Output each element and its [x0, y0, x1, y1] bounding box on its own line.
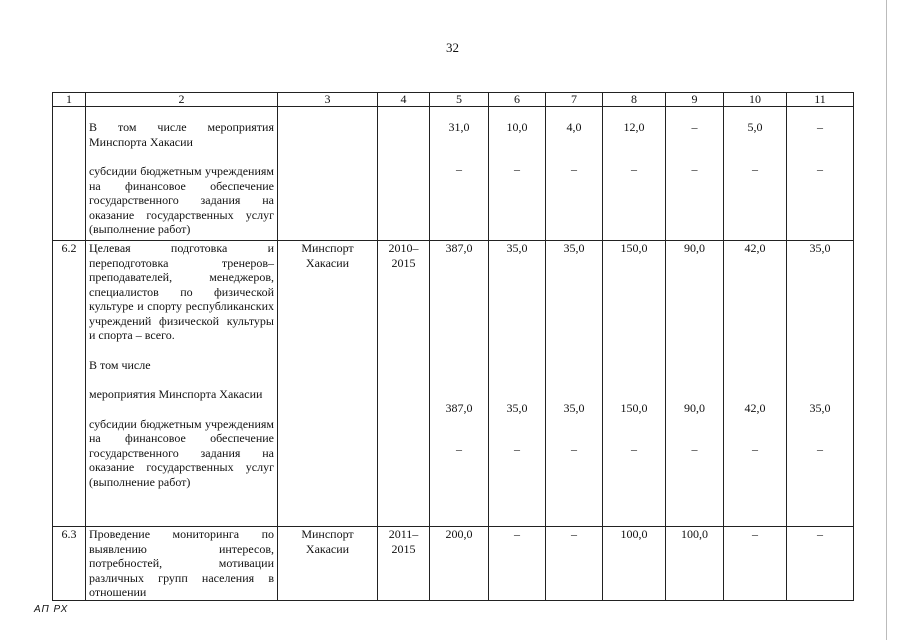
value-cell: 35,0 35,0 –	[787, 241, 854, 527]
value-cell: 42,0 42,0 –	[724, 241, 787, 527]
col-header: 2	[86, 93, 278, 107]
row-number-cell	[53, 107, 86, 241]
footer-stamp: АП РХ	[34, 604, 69, 615]
table-row	[53, 241, 854, 527]
row-number-cell: 6.3	[53, 527, 86, 601]
period-cell: 2011–2015	[378, 527, 430, 601]
col-header: 4	[378, 93, 430, 107]
description-cell	[86, 107, 278, 241]
col-header: 1	[53, 93, 86, 107]
executor-cell	[278, 107, 378, 241]
col-header: 9	[666, 93, 724, 107]
column-number-row	[53, 93, 854, 107]
value-cell: 200,0	[430, 527, 489, 601]
value-cell: 10,0 –	[489, 107, 546, 241]
col-header: 8	[603, 93, 666, 107]
table-row	[53, 107, 854, 241]
executor-cell: Минспорт Хакасии	[278, 241, 378, 527]
period-cell: 2010–2015	[378, 241, 430, 527]
value-cell: –	[489, 527, 546, 601]
description-cell	[86, 241, 278, 527]
value-cell: –	[546, 527, 603, 601]
value-cell: –	[787, 527, 854, 601]
subitem-label: В том числе	[89, 357, 151, 372]
executor-cell: Минспорт Хакасии	[278, 527, 378, 601]
value-cell: 100,0	[603, 527, 666, 601]
col-header: 11	[787, 93, 854, 107]
value-cell: –	[724, 527, 787, 601]
subitem-text: субсидии бюджетным учреждениям на финансовое обеспечение государственного задания на оказание государственных услуг (выполнение работ)	[89, 164, 274, 236]
value-cell: 100,0	[666, 527, 724, 601]
value-cell: 150,0 150,0 –	[603, 241, 666, 527]
page-edge-line	[886, 0, 887, 640]
value-cell: 12,0 –	[603, 107, 666, 241]
value-cell: 387,0 387,0 –	[430, 241, 489, 527]
col-header: 7	[546, 93, 603, 107]
value-cell: 4,0 –	[546, 107, 603, 241]
period-cell	[378, 107, 430, 241]
table-row	[53, 527, 854, 601]
program-table	[52, 92, 854, 601]
value-cell: 35,0 35,0 –	[546, 241, 603, 527]
row-number-cell: 6.2	[53, 241, 86, 527]
value-cell: 5,0 –	[724, 107, 787, 241]
value-cell: – –	[787, 107, 854, 241]
subitem-text: мероприятия Минспорта Хакасии	[89, 387, 263, 401]
value-cell: 31,0 –	[430, 107, 489, 241]
subitem-text: субсидии бюджетным учреждениям на финансовое обеспечение государственного задания на оказание государственных услуг (выполнение работ)	[89, 416, 274, 489]
col-header: 10	[724, 93, 787, 107]
value-cell: – –	[666, 107, 724, 241]
col-header: 3	[278, 93, 378, 107]
page-number: 32	[446, 40, 459, 55]
col-header: 5	[430, 93, 489, 107]
col-header: 6	[489, 93, 546, 107]
value-cell: 35,0 35,0 –	[489, 241, 546, 527]
value-cell: 90,0 90,0 –	[666, 241, 724, 527]
description-cell: Проведение мониторинга по выявлению интересов, потребностей, мотивации различных групп населения в отношении	[86, 527, 278, 601]
item-text: Целевая подготовка и переподготовка тренеров–преподавателей, менеджеров, специалистов по физической культуре и спорту республиканских учреждений физической культуры и спорта – всего.	[89, 241, 274, 342]
subitem-text: В том числе мероприятия Минспорта Хакасии	[89, 120, 274, 149]
